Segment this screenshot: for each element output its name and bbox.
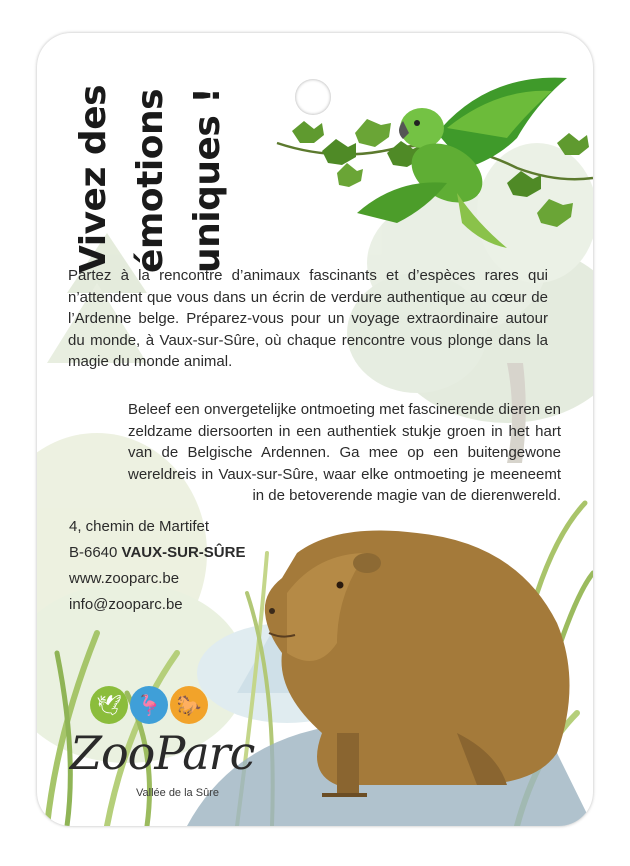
email-link[interactable]: info@zooparc.be xyxy=(69,596,183,613)
bird-icon: 🕊 xyxy=(96,693,122,717)
description-dutch: Beleef een onvergetelijke ontmoeting met fascinerende dieren en zeldzame diersoorten in een authentiek stukje groen in het hart van de Belgische Ardennen. Ga mee op een buitengewone wereldreis in Vaux-sur-Sûre, waar elke ontmoeting je meeneemt in de betoverende magie van de dierenwereld. xyxy=(128,401,561,504)
headline-line-2: émotions xyxy=(130,89,171,273)
hang-tag-hole xyxy=(295,79,331,115)
address-city: VAUX-SUR-SÛRE xyxy=(121,544,246,561)
logo-dot-green xyxy=(90,686,128,724)
logo-dot-orange xyxy=(170,686,208,724)
headline xyxy=(72,55,252,275)
flyer-card xyxy=(37,33,593,826)
website-link[interactable]: www.zooparc.be xyxy=(69,570,180,587)
address-city-line xyxy=(69,540,245,566)
logo-brand-name: ZooParc xyxy=(70,726,255,780)
address-postal: B-6640 xyxy=(69,544,118,561)
description-french: Partez à la rencontre d’animaux fascinants et d’espèces rares qui n’attendent que vous dans un écrin de verdure authentique au cœur de l’Ardenne belge. Préparez-vous pour un voyage extraordinaire autour du monde, à Vaux-sur-Sûre, où chaque rencontre vous plonge dans la magie du monde animal. xyxy=(68,267,548,370)
headline-line-1: Vivez des xyxy=(73,84,114,273)
zooparc-logo xyxy=(70,686,260,806)
address-street: 4, chemin de Martifet xyxy=(69,518,210,535)
flamingo-icon: 🦩 xyxy=(136,693,162,717)
logo-dot-blue xyxy=(130,686,168,724)
contact-block xyxy=(69,514,245,618)
horse-icon: 🐎 xyxy=(176,693,202,717)
headline-line-3: uniques ! xyxy=(187,87,228,273)
logo-subtitle: Vallée de la Sûre xyxy=(136,787,219,799)
